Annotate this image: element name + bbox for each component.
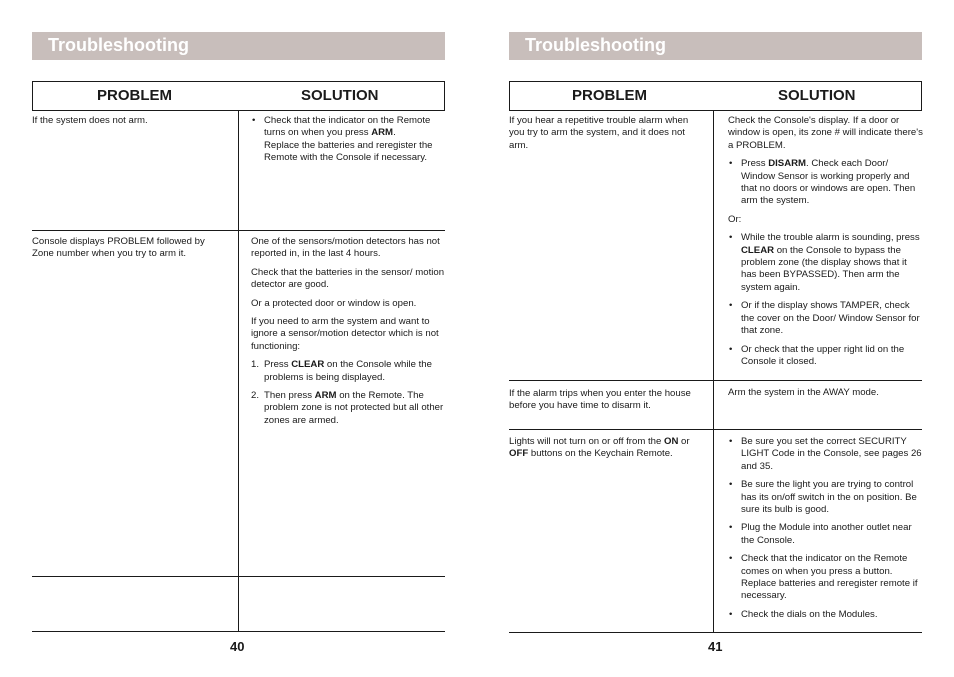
solution-cell xyxy=(251,115,447,171)
bold-keyword: CLEAR xyxy=(741,244,775,256)
problem-cell xyxy=(509,115,705,158)
bold-keyword: ARM xyxy=(314,390,337,402)
solution-bullet: • Check that the indicator on the Remote comes on when you press a button. Replace batteries and reregister remote if necessary. xyxy=(728,553,923,603)
problem-text: Console displays PROBLEM followed by Zone number when you try to arm it. xyxy=(32,236,205,260)
step-text: on the Remote. The problem zone is not protected but all other zones are armed. xyxy=(264,390,444,426)
page-title: Troubleshooting xyxy=(48,35,189,55)
problem-text: If the system does not arm. xyxy=(32,115,148,126)
header-bar xyxy=(509,32,922,60)
bullet-text: Press xyxy=(741,158,769,170)
problem-column-header: PROBLEM xyxy=(572,87,647,104)
column-divider xyxy=(238,110,239,230)
solution-bullet: • Be sure the light you are trying to control has its on/off switch in the on position. Be sure its bulb is good. xyxy=(728,479,923,516)
bullet-text: Check that the indicator on the Remote turns on when you press xyxy=(264,115,431,139)
solution-cell xyxy=(728,387,923,405)
table-header xyxy=(509,81,922,111)
table-header xyxy=(32,81,445,111)
problem-column-header: PROBLEM xyxy=(97,87,172,104)
solution-paragraph: Arm the system in the AWAY mode. xyxy=(728,387,879,398)
row-divider xyxy=(509,429,922,430)
row-divider xyxy=(32,631,445,632)
bullet-text: Replace the batteries and reregister the Remote with the Console if necessary. xyxy=(264,139,433,164)
bold-keyword: ARM xyxy=(371,127,394,139)
problem-cell xyxy=(509,436,705,467)
solution-bullet xyxy=(728,158,923,208)
solution-paragraph: Check that the batteries in the sensor/ motion detector are good. xyxy=(251,266,445,291)
problem-text-part: Lights will not turn on or off from the xyxy=(509,436,664,447)
solution-bullet: • Or if the display shows TAMPER, check the cover on the Door/ Window Sensor for that zone. xyxy=(728,300,923,337)
column-divider xyxy=(238,577,239,631)
solution-bullet: • Plug the Module into another outlet near the Console. xyxy=(728,522,923,547)
problem-text xyxy=(509,436,705,461)
page-number: 40 xyxy=(230,639,245,654)
solution-cell xyxy=(251,236,447,433)
problem-cell xyxy=(32,236,228,267)
bullet-text: . Check each Door/ Window Sensor is working properly and that no doors or windows are open. Then arm the system. xyxy=(741,158,916,207)
bold-keyword: CLEAR xyxy=(291,359,325,371)
problem-cell xyxy=(32,115,228,133)
solution-paragraph: Or a protected door or window is open. xyxy=(251,297,417,309)
step-text: on the Console while the problems is being displayed. xyxy=(264,359,432,383)
solution-bullet: • Check the dials on the Modules. xyxy=(728,609,923,621)
numbered-step xyxy=(251,390,447,427)
header-bar xyxy=(32,32,445,60)
bold-keyword: OFF xyxy=(509,448,529,460)
solution-paragraph: Check the Console's display. If a door or window is open, its zone # will indicate there's a PROBLEM. xyxy=(728,115,923,151)
solution-paragraph: One of the sensors/motion detectors has not reported in, in the last 4 hours. xyxy=(251,236,440,260)
row-divider xyxy=(509,632,922,633)
solution-paragraph: Or: xyxy=(728,213,742,225)
solution-paragraph: If you need to arm the system and want to ignore a sensor/motion detector which is not functioning: xyxy=(251,316,439,352)
row-divider xyxy=(509,380,922,381)
page-40 xyxy=(32,0,445,677)
problem-text-part: or xyxy=(678,436,690,447)
bullet-text: While the trouble alarm is sounding, press xyxy=(741,232,920,244)
step-text: Press xyxy=(264,359,292,371)
column-divider xyxy=(713,430,714,632)
problem-cell xyxy=(509,388,705,419)
bullet-text: . xyxy=(393,127,396,139)
numbered-step xyxy=(251,359,447,384)
solution-bullet: • Or check that the upper right lid on the Console it closed. xyxy=(728,344,923,369)
solution-column-header: SOLUTION xyxy=(778,87,856,104)
problem-text: If the alarm trips when you enter the house before you have time to disarm it. xyxy=(509,388,691,412)
problem-text: If you hear a repetitive trouble alarm when you try to arm the system, and it does not arm. xyxy=(509,115,689,151)
page-number: 41 xyxy=(708,639,723,654)
step-number: 2. xyxy=(251,390,260,402)
solution-cell xyxy=(728,115,923,374)
page-41 xyxy=(509,0,922,677)
page-title: Troubleshooting xyxy=(525,35,666,55)
column-divider xyxy=(713,381,714,429)
column-divider xyxy=(238,231,239,576)
bullet-text: on the Console to bypass the problem zone (the display shows that it has been BYPASSED). Then arm the system again. xyxy=(741,244,907,293)
problem-text-part: buttons on the Keychain Remote. xyxy=(528,448,673,460)
bold-keyword: ON xyxy=(664,436,679,447)
column-divider xyxy=(713,110,714,380)
step-number: 1. xyxy=(251,359,260,371)
solution-bullet: • Be sure you set the correct SECURITY LIGHT Code in the Console, see pages 26 and 35. xyxy=(728,436,923,473)
step-text: Then press xyxy=(264,390,315,402)
solution-column-header: SOLUTION xyxy=(301,87,379,104)
solution-bullet xyxy=(728,232,923,294)
solution-bullet xyxy=(251,115,447,165)
solution-cell xyxy=(728,436,923,627)
bold-keyword: DISARM xyxy=(768,158,807,170)
